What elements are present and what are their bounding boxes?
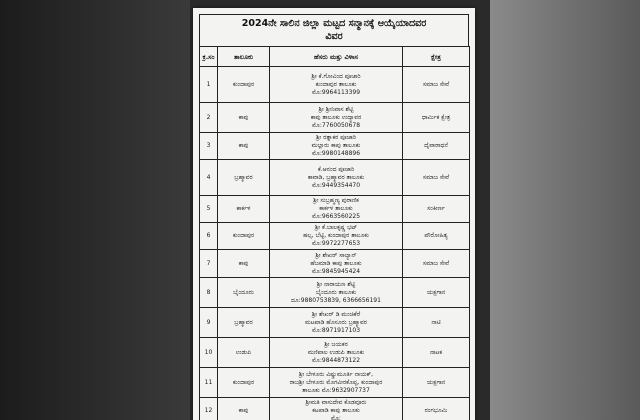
name-line: ಶ್ರೀ ಶ್ರೀನಿವಾಸ ಶೆಟ್ಟಿ	[318, 105, 354, 113]
cell-sl-no: 11	[200, 368, 218, 398]
phone-line: ದೂ:9880753839, 6366656191	[291, 296, 381, 304]
phone-line: ಮೊ:9663560225	[311, 213, 361, 220]
name-line: ಶ್ರೀ ಬೇಳೂರು ವಿಷ್ಣುಮೂರ್ತಿ ನಾಯಕ್,	[298, 370, 374, 378]
table-row	[200, 223, 470, 250]
cell-sl-no: 9	[200, 308, 218, 338]
address-line: ಕಾರ್ಕಳ ತಾಲೂಕು	[319, 205, 353, 212]
document-page	[193, 8, 475, 420]
phone-line: ಮೊ:9980148896	[311, 150, 361, 157]
phone-line: ತಾಲೂಕು ಮೊ:9632907737	[302, 386, 370, 394]
cell-name-address	[270, 308, 403, 338]
cell-taluk: ಬ್ರಹ್ಮಾವರ	[218, 308, 270, 338]
cell-sl-no: 6	[200, 223, 218, 250]
table-row	[200, 160, 470, 196]
table-row	[200, 338, 470, 368]
address-line: ಕಾಪು ತಾಲೂಕು ಉದ್ಯಾವರ	[310, 113, 362, 121]
cell-taluk: ಕಾಪು	[218, 133, 270, 160]
cell-taluk: ಕುಂದಾಪುರ	[218, 368, 270, 398]
name-line: ಶ್ರೀಮತಿ ವಾಸುದೇವ ಕೊಡವೂರು	[305, 399, 367, 406]
background-left	[0, 0, 190, 420]
cell-field: ನಾಟಿ	[403, 308, 470, 338]
cell-taluk: ಬ್ರಹ್ಮಾವರ	[218, 160, 270, 196]
cell-taluk: ಕಾಪು	[218, 250, 270, 278]
cell-sl-no: 4	[200, 160, 218, 196]
cell-name-address	[270, 250, 403, 278]
cell-field: ದೈವಾರಾಧನೆ	[403, 133, 470, 160]
address-line: ಮಟಪಾಡಿ ಹೊಸೂರು ಬ್ರಹ್ಮಾವರ	[305, 318, 367, 326]
cell-sl-no: 1	[200, 67, 218, 103]
table-row	[200, 308, 470, 338]
address-line: ರಾಜಶ್ರೀ ಬೇಳೂರು ಮೊಗವೀರಕೊಪ್ಪ, ಕುಂದಾಪುರ	[289, 378, 383, 386]
address-line: ಮಣಿಪಾಲ ಉಡುಪಿ ತಾಲೂಕು	[307, 348, 365, 356]
header-name-address: ಹೆಸರು ಮತ್ತು ವಿಳಾಸ	[270, 47, 403, 67]
table-row	[200, 250, 470, 278]
phone-line: ಮೊ:9972277653	[311, 240, 361, 247]
address-line: ಹಲ್ಸ, ಬೆಟ್ಟಿ, ಕುಂದಾಪುರ ತಾಲೂಕು	[303, 232, 369, 239]
phone-line: ಮೊ:	[331, 415, 341, 420]
cell-sl-no: 7	[200, 250, 218, 278]
header-sl-no: ಕ್ರ.ಸಂ	[200, 47, 218, 67]
cell-field: ಸಮಾಜ ಸೇವೆ	[403, 250, 470, 278]
table-row	[200, 398, 470, 420]
phone-line: ಮೊ:9845945424	[311, 267, 361, 275]
cell-field: ಸಮಾಜ ಸೇವೆ	[403, 67, 470, 103]
phone-line: ಮೊ:7760050678	[311, 121, 361, 129]
address-line: ಕಟಪಾಡಿ ಕಾಪು ತಾಲೂಕು	[312, 407, 360, 414]
table-header-row	[200, 47, 470, 67]
table-row	[200, 67, 470, 103]
cell-name-address	[270, 223, 403, 250]
address-line: ಬೈಂದೂರು ತಾಲೂಕು	[315, 288, 357, 296]
cell-field: ಧಾರ್ಮಿಕ ಕ್ಷೇತ್ರ	[403, 103, 470, 133]
cell-taluk: ಕಾರ್ಕಳ	[218, 196, 270, 223]
cell-name-address	[270, 160, 403, 196]
cell-name-address	[270, 133, 403, 160]
cell-field: ಯಕ್ಷಗಾನ	[403, 278, 470, 308]
name-line: ಶ್ರೀ ಜಯಕರ	[324, 340, 348, 348]
cell-sl-no: 3	[200, 133, 218, 160]
cell-taluk: ಕಾಪು	[218, 103, 270, 133]
address-line: ಮಲ್ಲಾರು ಕಾಪು ತಾಲೂಕು	[311, 142, 361, 149]
table-body	[200, 67, 470, 420]
name-line: ಶ್ರೀ ಕೆ.ಬಾಲಕೃಷ್ಣ ಭಟ್	[314, 224, 358, 231]
cell-sl-no: 12	[200, 398, 218, 420]
cell-taluk: ಕುಂದಾಪುರ	[218, 67, 270, 103]
name-line: ಕೆ.ಆನಂದ ಪೂಜಾರಿ	[317, 165, 355, 173]
table-row	[200, 368, 470, 398]
cell-taluk: ಉಡುಪಿ	[218, 338, 270, 368]
cell-sl-no: 8	[200, 278, 218, 308]
cell-name-address	[270, 196, 403, 223]
awardees-table	[199, 46, 470, 420]
address-line: ಕುಂದಾಪುರ ತಾಲೂಕು	[315, 80, 357, 88]
cell-field: ನಾಟಕ	[403, 338, 470, 368]
cell-field: ಯಕ್ಷಗಾನ	[403, 368, 470, 398]
cell-sl-no: 10	[200, 338, 218, 368]
table-row	[200, 103, 470, 133]
cell-name-address	[270, 338, 403, 368]
cell-name-address	[270, 398, 403, 420]
name-line: ಶ್ರೀ ಸುಬ್ರಹ್ಮಣ್ಯ ಪುರಾಣಿಕ	[313, 197, 359, 204]
name-line: ಶ್ರೀ ನಾರಾಯಣ ಶೆಟ್ಟಿ	[316, 280, 356, 288]
cell-field: ರಂಗಭೂಮಿ	[403, 398, 470, 420]
name-line: ಶ್ರೀ ಕೆ.ಗೋವಿಂದ ಪೂಜಾರಿ	[311, 72, 361, 80]
phone-line: ಮೊ:9449354470	[311, 181, 361, 189]
header-taluk: ತಾಲೂಕು	[218, 47, 270, 67]
name-line: ಶ್ರೀ ಶೇಖರ್ ಸಾಲ್ಯಾನ್	[315, 251, 357, 259]
table-row	[200, 196, 470, 223]
cell-sl-no: 2	[200, 103, 218, 133]
cell-taluk: ಕುಂದಾಪುರ	[218, 223, 270, 250]
title-line-1: 2024ನೇ ಸಾಲಿನ ಜಿಲ್ಲಾ ಮಟ್ಟದ ಸನ್ಮಾನಕ್ಕೆ ಆಯ್ಕೆಯಾದವರ	[241, 18, 427, 29]
name-line: ಶ್ರೀ ಶೇಖರ್ ಡಿ ಮಂಚಿಕೆರೆ	[311, 310, 361, 318]
cell-name-address	[270, 278, 403, 308]
address-line: ಹೆಜಮಾಡಿ ಕಾಪು ತಾಲೂಕು	[310, 259, 362, 267]
phone-line: ಮೊ:9844873122	[311, 356, 361, 364]
cell-sl-no: 5	[200, 196, 218, 223]
cell-field: ಪೌರೋಹಿತ್ಯ	[403, 223, 470, 250]
background-right	[490, 0, 640, 420]
name-line: ಶ್ರೀ ರತ್ನಾಕರ ಪೂಜಾರಿ	[315, 134, 357, 141]
cell-taluk: ಬೈಂದೂರು	[218, 278, 270, 308]
phone-line: ಮೊ:8971917103	[311, 326, 361, 334]
cell-name-address	[270, 103, 403, 133]
table-row	[200, 278, 470, 308]
phone-line: ಮೊ:9964113399	[311, 88, 361, 96]
cell-name-address	[270, 368, 403, 398]
document-title	[199, 14, 469, 46]
cell-field: ಸಂಕೀರ್ಣ	[403, 196, 470, 223]
title-line-2: ವಿವರ	[325, 31, 343, 42]
cell-taluk: ಕಾಪು	[218, 398, 270, 420]
cell-field: ಸಮಾಜ ಸೇವೆ	[403, 160, 470, 196]
header-field: ಕ್ಷೇತ್ರ	[403, 47, 470, 67]
table-row	[200, 133, 470, 160]
address-line: ಕಾವಾಡಿ, ಬ್ರಹ್ಮಾವರ ತಾಲೂಕು	[307, 173, 365, 181]
cell-name-address	[270, 67, 403, 103]
